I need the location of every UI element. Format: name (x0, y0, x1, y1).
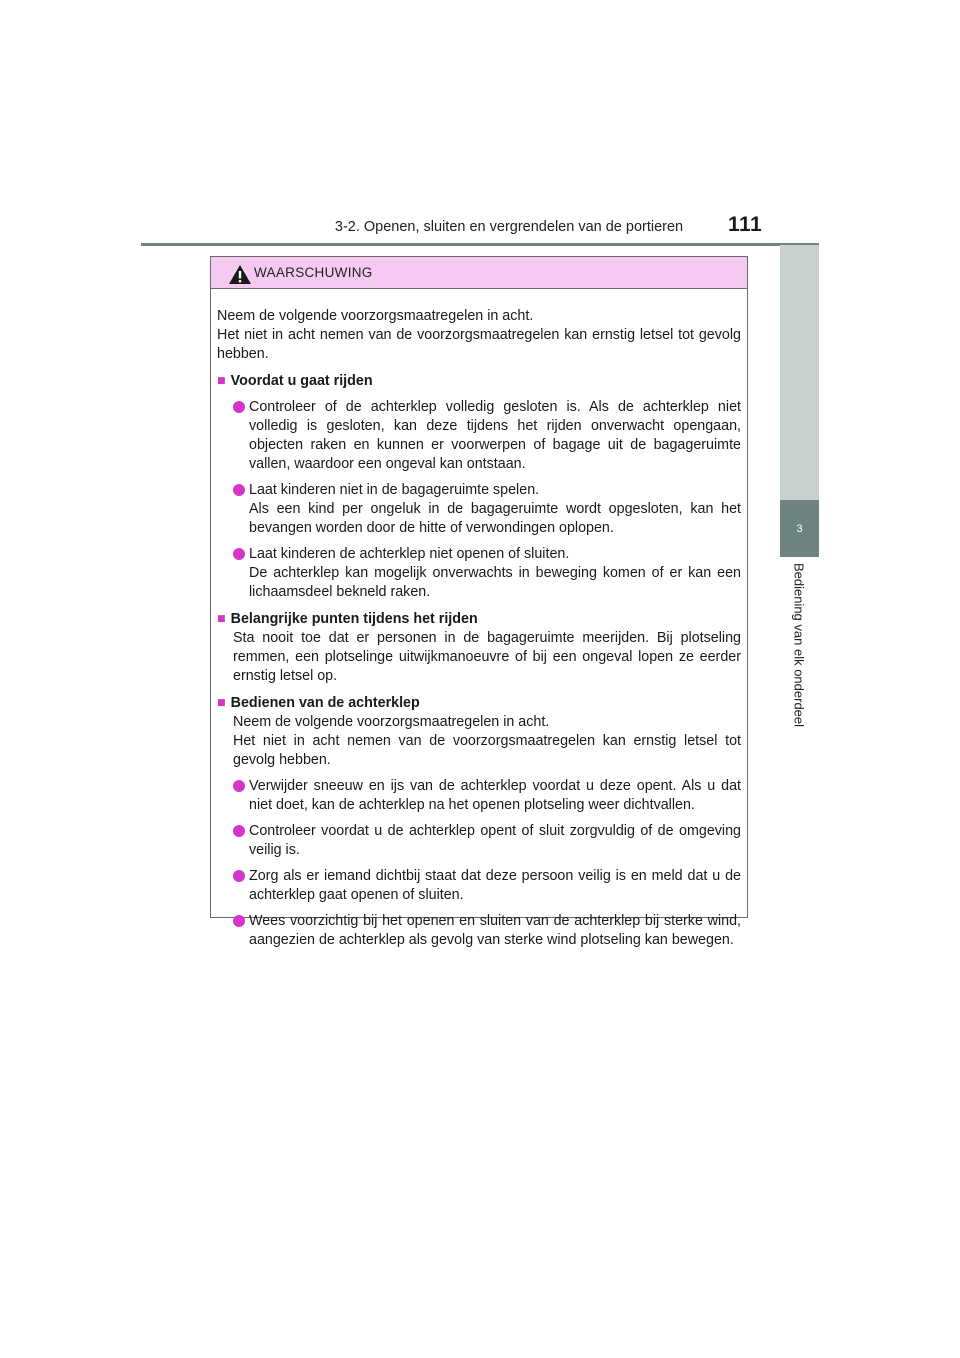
section-heading (217, 610, 741, 629)
list-item-text: Controleer voordat u de achterklep opent of sluit zorgvuldig of de omgeving veilig is. (249, 823, 741, 858)
section-body (217, 629, 741, 686)
square-bullet-icon: ■ (217, 373, 226, 389)
list-item (217, 912, 741, 950)
section-heading-text: Belangrijke punten tijdens het rijden (230, 611, 478, 627)
section-body-text: Neem de volgende voorzorgsmaatregelen in acht. (233, 714, 550, 730)
section-before-driving (217, 372, 741, 602)
warning-header (211, 257, 747, 289)
section-operating-tailgate (217, 694, 741, 950)
warning-triangle-icon (228, 264, 252, 285)
round-bullet-icon (233, 825, 245, 837)
section-heading-text: Bedienen van de achterklep (230, 695, 420, 711)
round-bullet-icon (233, 401, 245, 413)
square-bullet-icon: ■ (217, 611, 226, 627)
list-item (217, 867, 741, 905)
round-bullet-icon (233, 870, 245, 882)
chapter-tab (780, 500, 819, 557)
warning-content (211, 289, 747, 950)
section-while-driving (217, 610, 741, 686)
header-rule (141, 243, 819, 246)
list-item (217, 398, 741, 474)
list-item-text: Wees voorzichtig bij het openen en sluiten van de achterklep bij sterke wind, aangezien de achterklep als gevolg van sterke wind plotseling kan bewegen. (249, 913, 741, 948)
section-heading (217, 372, 741, 391)
list-item (217, 481, 741, 538)
section-body (217, 713, 741, 770)
list-item-text: Controleer of de achterklep volledig gesloten is. Als de achterklep niet volledig is gesloten, kan deze tijdens het rijden onverwacht opengaan, objecten raken en kunnen er voorwerpen of bagage uit de bagageruimte vallen, waardoor een ongeval kan ontstaan. (249, 399, 741, 472)
list-item-text: Als een kind per ongeluk in de bagageruimte wordt opgesloten, kan het bevangen worden door de hitte of verwondingen oplopen. (249, 501, 741, 536)
warning-box (210, 256, 748, 948)
round-bullet-icon (233, 484, 245, 496)
round-bullet-icon (233, 548, 245, 560)
chapter-number: 3 (796, 522, 803, 535)
section-body-text: Het niet in acht nemen van de voorzorgsmaatregelen kan ernstig letsel tot gevolg hebben. (233, 733, 741, 768)
side-rule (780, 245, 819, 500)
page-header-title: 3-2. Openen, sluiten en vergrendelen van de portieren (334, 219, 684, 235)
section-heading-text: Voordat u gaat rijden (230, 373, 373, 389)
list-item-text: De achterklep kan mogelijk onverwachts in beweging komen of er kan een lichaamsdeel bekneld raken. (249, 565, 741, 600)
round-bullet-icon (233, 780, 245, 792)
list-item-text: Zorg als er iemand dichtbij staat dat deze persoon veilig is en meld dat u de achterklep gaat openen of sluiten. (249, 868, 741, 903)
page-number: 111 (728, 213, 763, 236)
chapter-label: Bediening van elk onderdeel (791, 562, 807, 728)
round-bullet-icon (233, 915, 245, 927)
square-bullet-icon: ■ (217, 695, 226, 711)
warning-intro (217, 307, 741, 364)
warning-intro-line: Het niet in acht nemen van de voorzorgsmaatregelen kan ernstig letsel tot gevolg hebben. (217, 327, 741, 362)
section-heading (217, 694, 741, 713)
warning-intro-line: Neem de volgende voorzorgsmaatregelen in acht. (217, 308, 534, 324)
section-body-text: Sta nooit toe dat er personen in de bagageruimte meerijden. Bij plotseling remmen, een plotselinge uitwijkmanoeuvre of bij een ongeval lopen ze eerder ernstig letsel op. (233, 630, 741, 684)
list-item (217, 545, 741, 602)
list-item-text: Laat kinderen niet in de bagageruimte spelen. (249, 482, 540, 498)
list-item-text: Laat kinderen de achterklep niet openen of sluiten. (249, 546, 570, 562)
list-item (217, 822, 741, 860)
list-item-text: Verwijder sneeuw en ijs van de achterklep voordat u deze opent. Als u dat niet doet, kan de achterklep na het openen plotseling weer dichtvallen. (249, 778, 741, 813)
warning-title: WAARSCHUWING (254, 265, 373, 280)
list-item (217, 777, 741, 815)
